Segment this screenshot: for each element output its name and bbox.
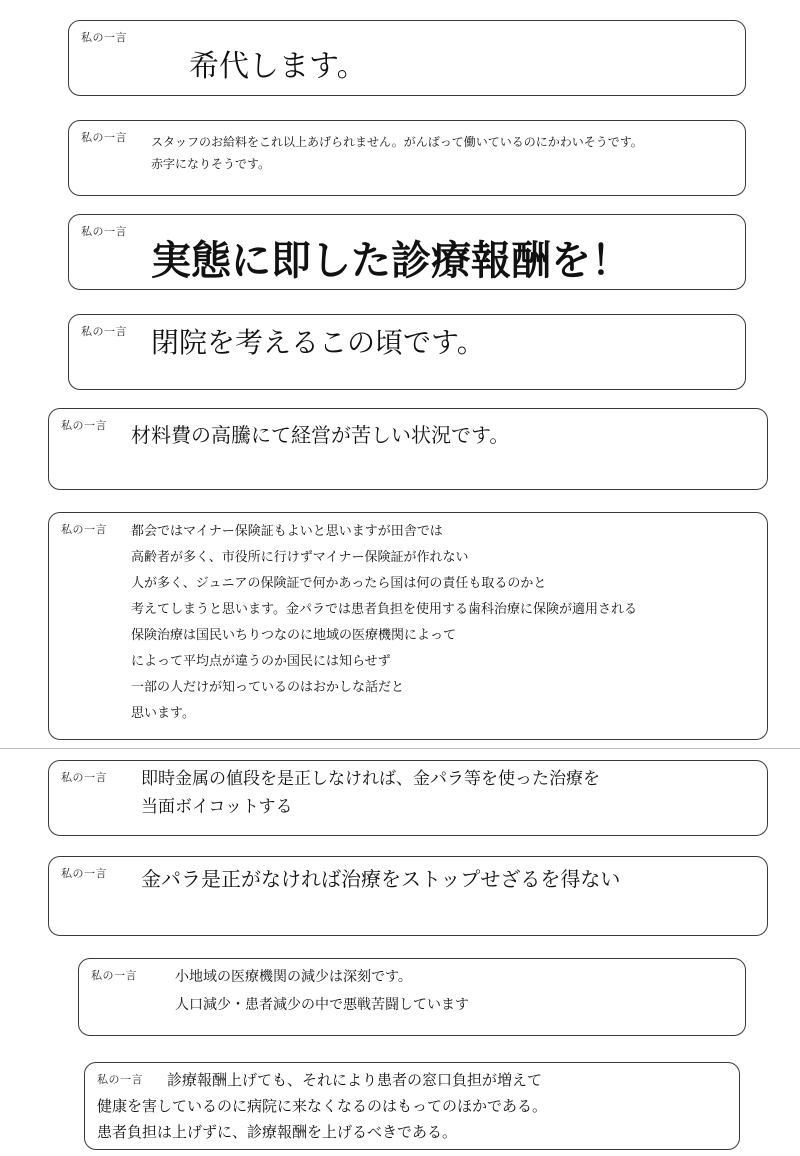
- comment-card-1: [68, 20, 746, 96]
- comment-text: 即時金属の値段を是正しなければ、金パラ等を使った治療を 当面ボイコットする: [141, 769, 600, 817]
- comment-text: 都会ではマイナー保険証もよいと思いますが田舎では 高齢者が多く、市役所に行けずマイナー保険証が作れない 人が多く、ジュニアの保険証で何かあったら国は何の責任も取るのかと 考えてしまうと思います。金パラでは患者負担を使用する歯科治療に保険が適用される 保険治療は国民いちりつなのに地域の医療機関によって によって平均点が違うのか国民には知らせず 一部の人だけが知っているのはおかしな話だと 思います。: [131, 524, 637, 721]
- comment-label: 私の一言: [61, 771, 107, 784]
- comment-text: 閉院を考えるこの頃です。: [151, 326, 485, 359]
- comment-card-8: [48, 856, 768, 936]
- comment-label: 私の一言: [97, 1073, 143, 1086]
- comment-card-4: [68, 314, 746, 390]
- comment-label: 私の一言: [61, 523, 107, 536]
- comment-card-2: [68, 120, 746, 196]
- comment-label: 私の一言: [61, 419, 107, 432]
- comment-label: 私の一言: [81, 225, 127, 238]
- comment-text: 材料費の高騰にて経営が苦しい状況です。: [131, 423, 510, 447]
- comment-card-10: [84, 1062, 740, 1150]
- comment-card-7: [48, 760, 768, 836]
- comment-label: 私の一言: [61, 867, 107, 880]
- scan-line: [0, 748, 800, 749]
- comment-card-9: [78, 958, 746, 1036]
- comment-text: 診療報酬上げても、それにより患者の窓口負担が増えて 健康を害しているのに病院に来なくなるのはもってのほかである。 患者負担は上げずに、診療報酬を上げるべきである。: [97, 1071, 548, 1141]
- comment-text: 希代します。: [189, 49, 367, 84]
- comment-card-5: [48, 408, 768, 490]
- comment-label: 私の一言: [81, 325, 127, 338]
- comment-text: 小地域の医療機関の減少は深刻です。 人口減少・患者減少の中で悪戦苦闘しています: [175, 969, 469, 1013]
- comment-text: 金パラ是正がなければ治療をストップせざるを得ない: [141, 867, 621, 891]
- comment-text: スタッフのお給料をこれ以上あげられません。がんばって働いているのにかわいそうです。 赤字になりそうです。: [151, 135, 643, 171]
- comment-card-3: [68, 214, 746, 290]
- comment-label: 私の一言: [81, 131, 127, 144]
- comment-text: 実態に即した診療報酬を！: [151, 237, 631, 284]
- comment-label: 私の一言: [81, 31, 127, 44]
- comment-label: 私の一言: [91, 969, 137, 982]
- comment-card-6: [48, 512, 768, 740]
